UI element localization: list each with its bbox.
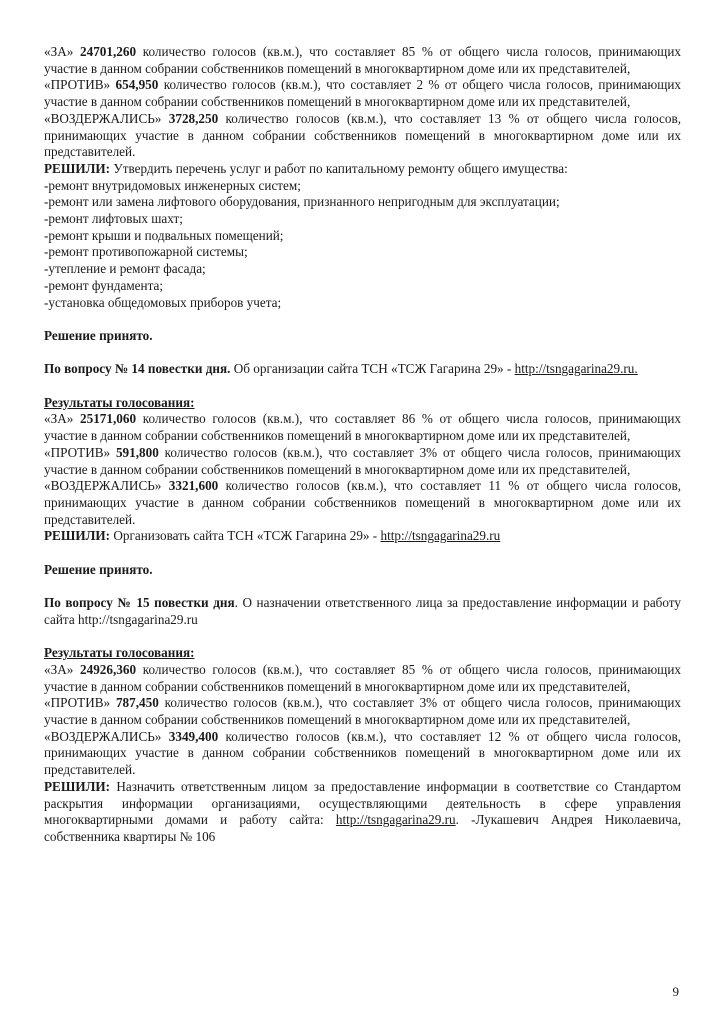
vote-for-text: количество голосов (кв.м.), что составляет 85 % от общего числа голосов, принимающих участие в данном собрании собственников помещений в многоквартирном доме или их представителей, (44, 44, 681, 76)
vote-abstain-label: «ВОЗДЕРЖАЛИСЬ» (44, 478, 162, 494)
vote-abstain-paragraph (44, 111, 681, 161)
resolution-paragraph (44, 161, 681, 178)
page-number: 9 (672, 984, 679, 999)
decision-accepted: Решение принято. (44, 327, 153, 343)
vote-against-value: 654,950 (115, 77, 159, 93)
vote-abstain-text: количество голосов (кв.м.), что составляет 13 % от общего числа голосов, принимающих участие в данном собрании собственников помещений в многоквартирном доме или их представителей. (44, 110, 682, 160)
list-item: -ремонт лифтовых шахт; (44, 211, 183, 227)
vote-abstain-value: 3321,600 (168, 478, 219, 494)
vote-for-value: 24926,360 (80, 661, 137, 677)
vote-against-value: 591,800 (115, 444, 159, 460)
list-item: -ремонт внутридомовых инженерных систем; (44, 177, 301, 193)
list-item: -ремонт крыши и подвальных помещений; (44, 227, 284, 243)
resolution-text: Утвердить перечень услуг и работ по капитальному ремонту общего имущества: (113, 160, 568, 176)
agenda-question-15 (44, 595, 681, 628)
resolution-text: Назначить ответственным лицом за предоставление информации в соответствие со Стандартом раскрытия информации организациями, осуществляющими деятельность в сфере управления многоквартирными домами и работу сайта: (44, 778, 681, 828)
vote-abstain-value: 3728,250 (168, 110, 219, 126)
resolution-tail: . -Лукашевич Андрея Николаевича, собственника квартиры № 106 (44, 812, 682, 844)
site-link[interactable]: http://tsngagarina29.ru (335, 812, 456, 828)
list-item: -ремонт или замена лифтового оборудования, признанного непригодным для эксплуатации; (44, 194, 560, 210)
vote-for-label: «ЗА» (44, 44, 74, 59)
agenda-question-text: . О назначении ответственного лица за предоставление информации и работу сайта http://tsngagarina29.ru (44, 595, 681, 627)
vote-for-value: 25171,060 (80, 411, 137, 427)
resolution-paragraph (44, 779, 681, 846)
vote-for-text: количество голосов (кв.м.), что составляет 85 % от общего числа голосов, принимающих участие в данном собрании собственников помещений в многоквартирном доме или их представителей, (44, 661, 681, 694)
site-link[interactable]: http://tsngagarina29.ru. (514, 361, 638, 377)
vote-for-paragraph (44, 44, 681, 77)
vote-abstain-text: количество голосов (кв.м.), что составляет 11 % от общего числа голосов, принимающих участие в данном собрании собственников помещений в многоквартирном доме или их представителей. (44, 478, 682, 527)
vote-against-text: количество голосов (кв.м.), что составляет 3% от общего числа голосов, принимающих участие в данном собрании собственников помещений в многоквартирном доме или их представителей, (44, 444, 681, 477)
vote-abstain-paragraph (44, 478, 681, 528)
agenda-question-text: Об организации сайта ТСН «ТСЖ Гагарина 29» - (233, 361, 512, 377)
results-heading: Результаты голосования: (44, 394, 195, 410)
agenda-question-label: По вопросу № 14 повестки дня. (44, 361, 231, 377)
vote-abstain-value: 3349,400 (168, 728, 219, 744)
list-item: -ремонт противопожарной системы; (44, 244, 248, 260)
vote-abstain-text: количество голосов (кв.м.), что составляет 12 % от общего числа голосов, принимающих участие в данном собрании собственников помещений в многоквартирном доме или их представителей. (44, 728, 682, 778)
resolution-paragraph (44, 528, 681, 545)
list-item: -ремонт фундамента; (44, 277, 164, 293)
resolution-label: РЕШИЛИ: (44, 160, 111, 176)
vote-for-value: 24701,260 (80, 44, 137, 59)
decision-accepted: Решение принято. (44, 561, 153, 577)
vote-abstain-label: «ВОЗДЕРЖАЛИСЬ» (44, 110, 162, 126)
list-item: -установка общедомовых приборов учета; (44, 294, 282, 310)
vote-against-text: количество голосов (кв.м.), что составляет 3% от общего числа голосов, принимающих участие в данном собрании собственников помещений в многоквартирном доме или их представителей, (44, 695, 681, 728)
vote-for-paragraph (44, 411, 681, 444)
vote-against-paragraph (44, 77, 681, 110)
document-page (44, 44, 681, 846)
vote-against-paragraph (44, 445, 681, 478)
vote-abstain-label: «ВОЗДЕРЖАЛИСЬ» (44, 728, 162, 744)
vote-against-paragraph (44, 695, 681, 728)
vote-for-label: «ЗА» (44, 661, 74, 677)
vote-for-paragraph (44, 662, 681, 695)
vote-for-label: «ЗА» (44, 411, 74, 427)
vote-against-value: 787,450 (115, 695, 159, 711)
vote-against-label: «ПРОТИВ» (44, 77, 111, 93)
resolution-text: Организовать сайта ТСН «ТСЖ Гагарина 29» - (113, 528, 378, 544)
vote-against-label: «ПРОТИВ» (44, 695, 111, 711)
agenda-question-label: По вопросу № 15 повестки дня (44, 595, 235, 611)
agenda-question-14 (44, 361, 681, 378)
site-link[interactable]: http://tsngagarina29.ru (380, 528, 501, 544)
results-heading: Результаты голосования: (44, 645, 195, 661)
vote-for-text: количество голосов (кв.м.), что составляет 86 % от общего числа голосов, принимающих участие в данном собрании собственников помещений в многоквартирном доме или их представителей, (44, 411, 681, 444)
resolution-label: РЕШИЛИ: (44, 778, 111, 794)
list-item: -утепление и ремонт фасада; (44, 261, 206, 277)
vote-against-text: количество голосов (кв.м.), что составляет 2 % от общего числа голосов, принимающих участие в данном собрании собственников помещений в многоквартирном доме или их представителей, (44, 77, 682, 110)
vote-abstain-paragraph (44, 729, 681, 779)
resolution-label: РЕШИЛИ: (44, 528, 111, 544)
vote-against-label: «ПРОТИВ» (44, 444, 111, 460)
